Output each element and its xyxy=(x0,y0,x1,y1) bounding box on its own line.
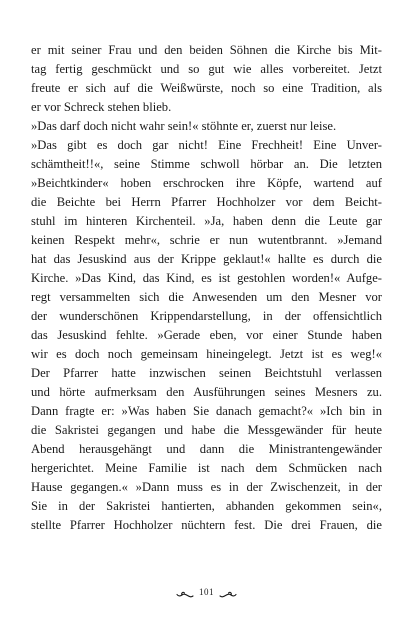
text-line: und hörte aufmerksam den Ausführungen seines Mesners zu. xyxy=(31,385,382,399)
text-line: die Sakristei gegangen und habe die Messgewänder für heute xyxy=(31,423,382,437)
text-line: Dann fragte er: »Was haben Sie danach gemacht?« »Ich bin in xyxy=(31,404,382,418)
text-line: Kirche. »Das Kind, das Kind, es ist gestohlen worden!« Aufge- xyxy=(31,271,382,285)
text-line: »Das gibt es doch gar nicht! Eine Frechheit! Eine Unver- xyxy=(31,138,382,152)
text-line: er vor Schreck stehen blieb. xyxy=(31,100,172,114)
text-line: Abend herausgehängt und dann die Ministrantengewänder xyxy=(31,442,382,456)
page-number: 101 xyxy=(199,587,214,597)
text-line: stellte Pfarrer Hochholzer nüchtern fest. Die drei Frauen, die xyxy=(31,518,382,532)
text-line: das Jesuskind fehlte. »Gerade eben, vor einer Stunde haben xyxy=(31,328,382,342)
text-line: er mit seiner Frau und den beiden Söhnen die Kirche bis Mit- xyxy=(31,43,382,57)
page-footer xyxy=(0,582,413,602)
text-line: Hause gegangen.« »Dann muss es in der Zwischenzeit, in der xyxy=(31,480,382,494)
text-line: die Beichte bei Herrn Pfarrer Hochholzer vor dem Beicht- xyxy=(31,195,382,209)
text-line: Der Pfarrer hatte inzwischen seinen Beichtstuhl verlassen xyxy=(31,366,382,380)
text-line: Sie in der Sakristei hantierten, abhanden gekommen sein«, xyxy=(31,499,382,513)
text-line: stuhl im hinteren Kirchenteil. »Ja, haben denn die Leute gar xyxy=(31,214,382,228)
text-line: keinen Respekt mehr«, schrie er nun wutentbrannt. »Jemand xyxy=(31,233,382,247)
text-line: hat das Jesuskind aus der Krippe geklaut!« hallte es durch die xyxy=(31,252,382,266)
text-line: tag fertig geschmückt und so gut wie alles vorbereitet. Jetzt xyxy=(31,62,382,76)
text-line: freute er sich auf die Weißwürste, noch so eine Tradition, als xyxy=(31,81,382,95)
swash-right-icon xyxy=(219,587,237,597)
body-text xyxy=(31,41,382,535)
text-line: »Beichtkinder« hoben erschrocken ihre Köpfe, wartend auf xyxy=(31,176,382,190)
text-line: »Das darf doch nicht wahr sein!« stöhnte er, zuerst nur leise. xyxy=(31,119,337,133)
swash-left-icon xyxy=(176,587,194,597)
text-line: der wunderschönen Krippendarstellung, in der offensichtlich xyxy=(31,309,382,323)
text-line: wir es doch noch gemeinsam hineingelegt. Jetzt ist es weg!« xyxy=(31,347,382,361)
text-line: regt versammelten sich die Anwesenden um den Mesner vor xyxy=(31,290,382,304)
text-line: hergerichtet. Meine Familie ist nach dem Schmücken nach xyxy=(31,461,382,475)
text-line: schämtheit!!«, seine Stimme schwoll hörbar an. Die letzten xyxy=(31,157,382,171)
